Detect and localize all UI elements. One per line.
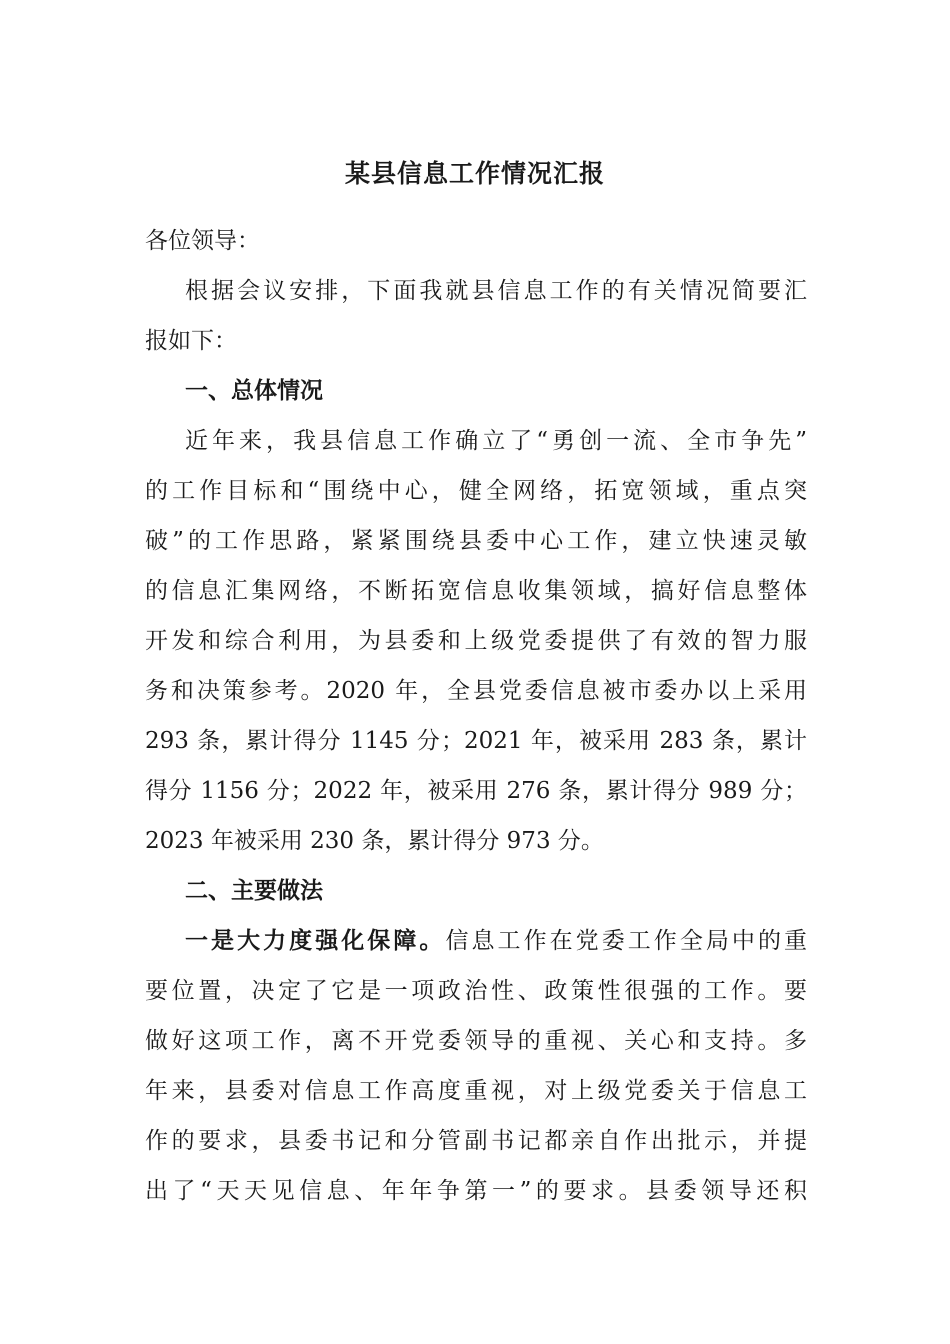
paragraph-line: 报如下： — [145, 328, 237, 354]
section-heading: 一、总体情况 — [185, 377, 323, 404]
document-body — [145, 216, 807, 1216]
paragraph-lead-bold: 一是大力度强化保障。 — [185, 927, 446, 954]
paragraph-line: 年来，县委对信息工作高度重视，对上级党委关于信息工 — [145, 1078, 807, 1104]
paragraph-line: 要位置，决定了它是一项政治性、政策性很强的工作。要 — [145, 978, 807, 1004]
paragraph-line: 近年来，我县信息工作确立了“勇创一流、全市争先” — [185, 428, 807, 454]
paragraph-line: 开发和综合利用，为县委和上级党委提供了有效的智力服 — [145, 628, 807, 654]
salutation: 各位领导： — [145, 228, 260, 254]
paragraph-line: 作的要求，县委书记和分管副书记都亲自作出批示，并提 — [145, 1128, 807, 1154]
paragraph-line: 根据会议安排，下面我就县信息工作的有关情况简要汇 — [185, 278, 807, 304]
paragraph-line: 的信息汇集网络，不断拓宽信息收集领域，搞好信息整体 — [145, 578, 807, 604]
section-heading: 二、主要做法 — [185, 877, 323, 904]
paragraph-line: 2023 年被采用 230 条，累计得分 973 分。 — [145, 828, 604, 854]
paragraph-line: 出了“天天见信息、年年争第一”的要求。县委领导还积 — [145, 1178, 807, 1204]
document-title: 某县信息工作情况汇报 — [344, 159, 605, 188]
paragraph-line: 的工作目标和“围绕中心，健全网络，拓宽领域，重点突 — [145, 478, 807, 504]
paragraph-line: 破”的工作思路，紧紧围绕县委中心工作，建立快速灵敏 — [145, 528, 807, 554]
paragraph-line: 做好这项工作，离不开党委领导的重视、关心和支持。多 — [145, 1028, 807, 1054]
paragraph-line: 务和决策参考。2020 年，全县党委信息被市委办以上采用 — [145, 678, 807, 704]
paragraph-line: 293 条，累计得分 1145 分；2021 年，被采用 283 条，累计 — [145, 728, 807, 754]
paragraph-line — [145, 916, 807, 966]
paragraph-line: 得分 1156 分；2022 年，被采用 276 条，累计得分 989 分； — [145, 778, 807, 804]
paragraph-lead-rest: 信息工作在党委工作全局中的重 — [445, 928, 808, 954]
